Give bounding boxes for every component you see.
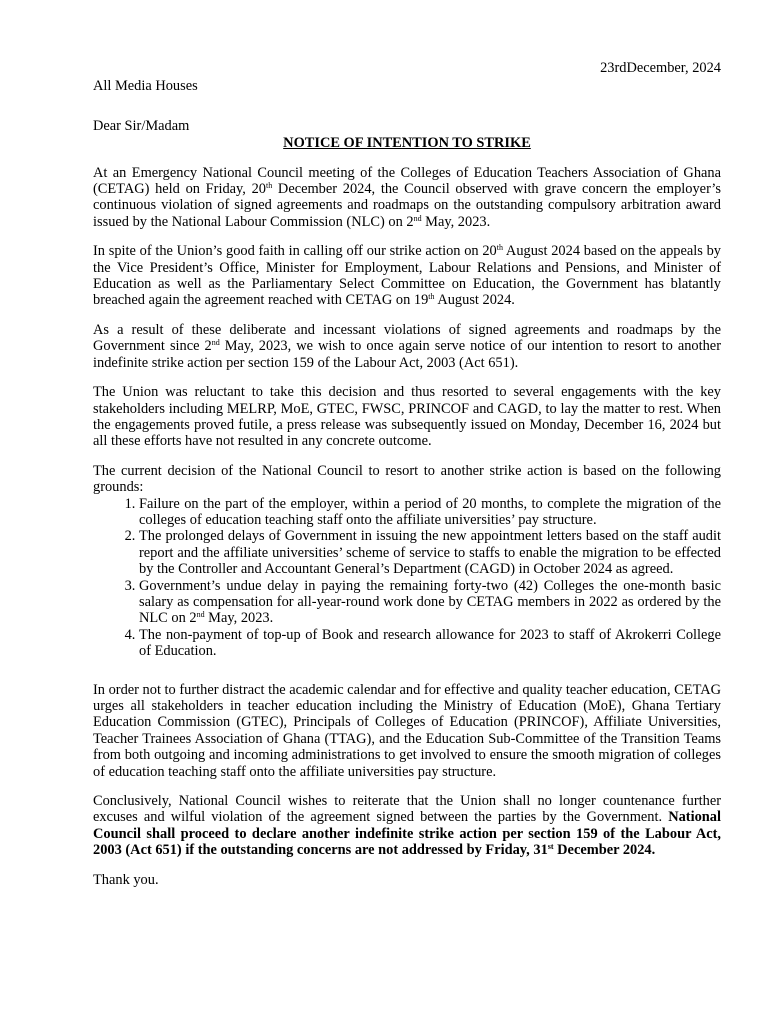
list-item: 1. Failure on the part of the employer, within a period of 20 months, to complete the migration of the colleges of education teaching staff onto the affiliate universities’ pay structure. xyxy=(139,496,721,529)
paragraph-engagements: The Union was reluctant to take this decision and thus resorted to several engagements with the key stakeholders including MELRP, MoE, GTEC, FWSC, PRINCOF and CAGD, to lay the matter to rest. When the engagements proved futile, a press release was subsequently issued on Monday, December 16, 2024 but all these efforts have not resulted in any concrete outcome. xyxy=(93,384,721,450)
paragraph-emergency-meeting: At an Emergency National Council meeting of the Colleges of Education Teachers Association of Ghana (CETAG) held on Friday, 20th December 2024, the Council observed with grave concern the employer’s continuous violation of signed agreements and roadmaps on the outstanding compulsory arbitration award issued by the National Labour Commission (NLC) on 2nd May, 2023. xyxy=(93,164,721,230)
letter-title: NOTICE OF INTENTION TO STRIKE xyxy=(283,135,531,152)
paragraph-grounds-intro: The current decision of the National Council to resort to another strike action is based on the following grounds: xyxy=(93,462,721,496)
list-item: 3. Government’s undue delay in paying the remaining forty-two (42) Colleges the one-month basic salary as compensation for all-year-round work done by CETAG members in 2022 as ordered by the NLC on 2nd May, 2023. xyxy=(139,578,721,627)
grounds-list xyxy=(93,496,721,660)
paragraph-good-faith: In spite of the Union’s good faith in calling off our strike action on 20th August 2024 based on the appeals by the Vice President’s Office, Minister for Employment, Labour Relations and Pensions, and Minister of Education as well as the Parliamentary Select Committee on Education, the Government has blatantly breached again the agreement reached with CETAG on 19th August 2024. xyxy=(93,243,721,309)
salutation: Dear Sir/Madam xyxy=(93,117,190,134)
addressee: All Media Houses xyxy=(93,78,198,95)
date-day: 23rd xyxy=(600,60,627,76)
paragraph-notice: As a result of these deliberate and incessant violations of signed agreements and roadmaps by the Government since 2nd May, 2023, we wish to once again serve notice of our intention to resort to another indefinite strike action per section 159 of the Labour Act, 2003 (Act 651). xyxy=(93,321,721,371)
closing: Thank you. xyxy=(93,871,159,888)
letter-date xyxy=(93,60,721,76)
paragraph-conclusion: Conclusively, National Council wishes to reiterate that the Union shall no longer countenance further excuses and wilful violation of the agreement signed between the parties by the Government. National Council shall proceed to declare another indefinite strike action per section 159 of the Labour Act, 2003 (Act 651) if the outstanding concerns are not addressed by Friday, 31st December 2024. xyxy=(93,793,721,859)
paragraph-stakeholders: In order not to further distract the academic calendar and for effective and quality teacher education, CETAG urges all stakeholders in teacher education including the Ministry of Education (MoE), Ghana Tertiary Education Commission (GTEC), Principals of Colleges of Education (PRINCOF), Affiliate Universities, Teacher Trainees Association of Ghana (TTAG), and the Education Sub-Committee of the Transition Teams from both outgoing and incoming administrations to get involved to ensure the smooth migration of colleges of education teaching staff onto the affiliate universities pay structure. xyxy=(93,681,721,780)
list-item: 2. The prolonged delays of Government in issuing the new appointment letters based on the staff audit report and the affiliate universities’ scheme of service to staffs to enable the migration to be effected by the Controller and Accountant General’s Department (CAGD) in October 2024 as agreed. xyxy=(139,528,721,577)
date-rest: December, 2024 xyxy=(626,60,721,76)
list-item: 4. The non-payment of top-up of Book and research allowance for 2023 to staff of Akrokerri College of Education. xyxy=(139,627,721,660)
